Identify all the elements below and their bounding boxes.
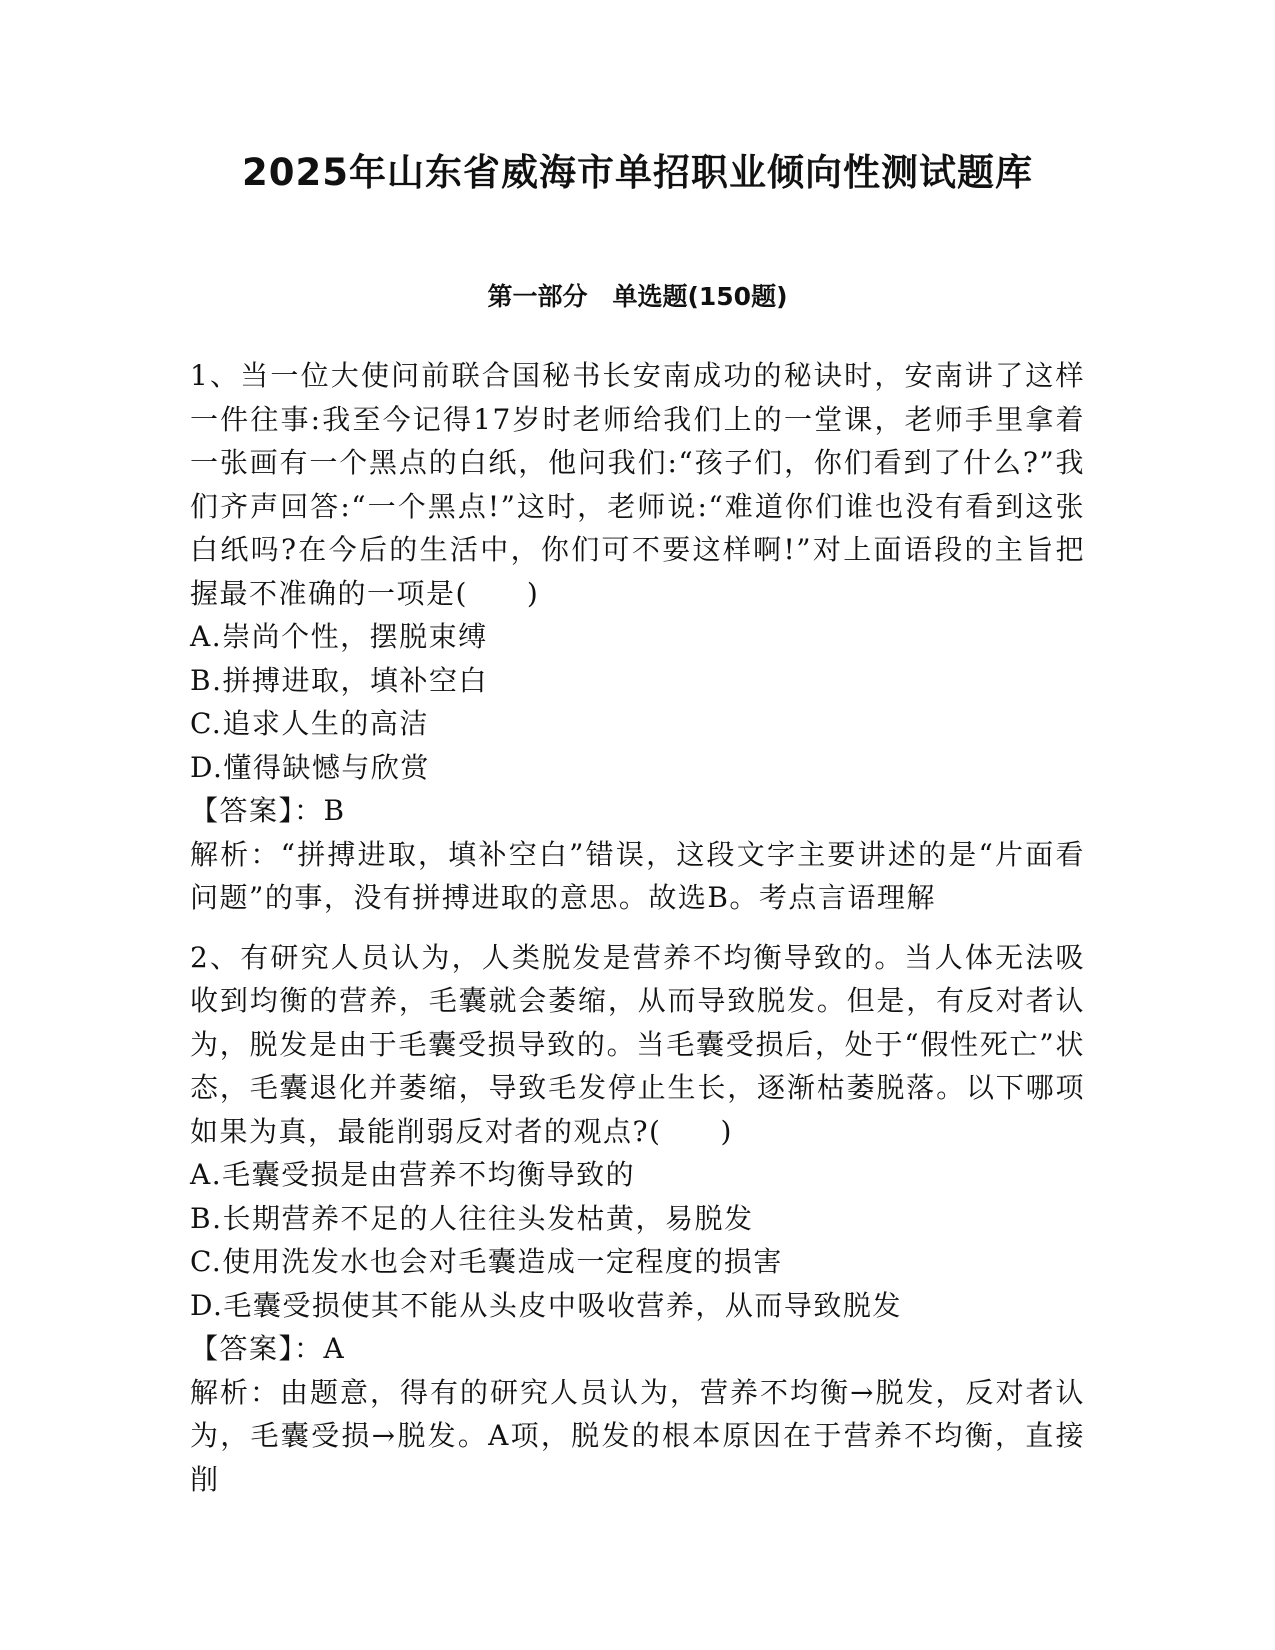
document-title: 2025年山东省威海市单招职业倾向性测试题库 — [242, 151, 1033, 194]
option-a: A.崇尚个性，摆脱束缚 — [190, 620, 488, 653]
option-d: D.懂得缺憾与欣赏 — [190, 750, 430, 784]
question-item — [190, 936, 1085, 1502]
question-stem: 2、有研究人员认为，人类脱发是营养不均衡导致的。当人体无法吸收到均衡的营养，毛囊就会萎缩，从而导致脱发。但是，有反对者认为，脱发是由于毛囊受损导致的。当毛囊受损后，处于“假性死亡”状态，毛囊退化并萎缩，导致毛发停止生长，逐渐枯萎脱落。以下哪项如果为真，最能削弱反对者的观点?( ) — [190, 940, 1085, 1148]
answer-line: 【答案】：B — [190, 794, 346, 827]
question-stem: 1、当一位大使问前联合国秘书长安南成功的秘诀时，安南讲了这样一件往事:我至今记得17岁时老师给我们上的一堂课，老师手里拿着一张画有一个黑点的白纸，他问我们:“孩子们，你们看到了什么?”我们齐声回答:“一个黑点!”这时，老师说:“难道你们谁也没有看到这张白纸吗?在今后的生活中，你们可不要这样啊!”对上面语段的主旨把握最不准确的一项是( ) — [190, 359, 1085, 610]
question-item — [190, 354, 1085, 920]
section-title: 第一部分 单选题(150题) — [487, 282, 788, 311]
question-list — [190, 354, 1085, 1517]
option-a: A.毛囊受损是由营养不均衡导致的 — [190, 1158, 636, 1191]
explanation: 解析：“拼搏进取，填补空白”错误，这段文字主要讲述的是“片面看问题”的事，没有拼搏进取的意思。故选B。考点言语理解 — [190, 837, 1085, 914]
option-c: C.追求人生的高洁 — [190, 707, 429, 740]
option-d: D.毛囊受损使其不能从头皮中吸收营养，从而导致脱发 — [190, 1288, 902, 1322]
option-b: B.拼搏进取，填补空白 — [190, 663, 488, 697]
answer-line: 【答案】：A — [190, 1332, 346, 1365]
option-b: B.长期营养不足的人往往头发枯黄，易脱发 — [190, 1201, 754, 1235]
explanation: 解析：由题意，得有的研究人员认为，营养不均衡→脱发，反对者认为，毛囊受损→脱发。A项，脱发的根本原因在于营养不均衡，直接削 — [190, 1375, 1085, 1496]
option-c: C.使用洗发水也会对毛囊造成一定程度的损害 — [190, 1245, 783, 1278]
